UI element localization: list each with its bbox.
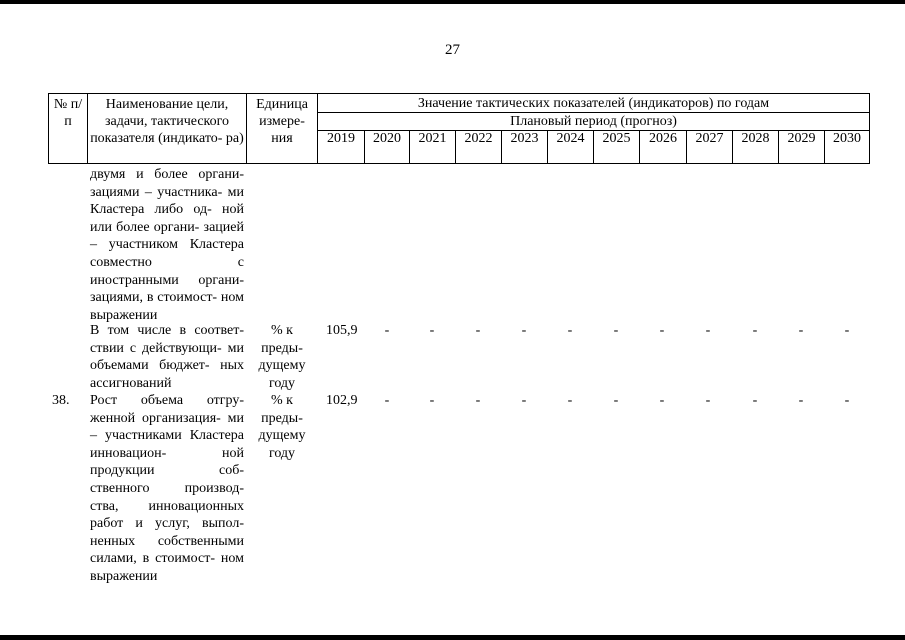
row-budget-value: - bbox=[521, 323, 527, 338]
row-38-unit: % к преды- дущему году bbox=[258, 393, 306, 461]
header-year: 2027 bbox=[695, 131, 724, 146]
row-38-value: - bbox=[567, 393, 573, 408]
header-year: 2019 bbox=[327, 131, 355, 146]
row-38-name: Рост объема отгру- женной организация- ми – участниками Кластера инновацион- ной продукции соб- ственного производ- ства, инновационных работ и услуг, выпол- ненных собственными силами, в стоимост- ном выражении bbox=[90, 393, 244, 584]
row-budget-value: - bbox=[567, 323, 573, 338]
header-year: 2020 bbox=[373, 131, 401, 146]
row-38-number: 38. bbox=[52, 393, 70, 408]
row-budget-value: - bbox=[659, 323, 665, 338]
header-year: 2029 bbox=[787, 131, 816, 146]
row-budget-value: - bbox=[613, 323, 619, 338]
row-continuation-name: двумя и более органи- зациями – участника- ми Кластера либо од- ной или более органи- зацией – участником Кластера совместно с иностранными органи- зациями, в стоимост- ном выражении bbox=[90, 167, 244, 323]
row-budget-unit: % к преды- дущему году bbox=[258, 323, 306, 391]
row-budget-value: - bbox=[429, 323, 435, 338]
row-38-value: - bbox=[429, 393, 435, 408]
top-border-rule bbox=[0, 0, 905, 4]
bottom-border-rule bbox=[0, 635, 905, 640]
row-budget-value: - bbox=[384, 323, 390, 338]
row-budget-name: В том числе в соответ- ствии с действующи- ми объемами бюджет- ных ассигнований bbox=[90, 323, 244, 391]
row-38-value: 102,9 bbox=[326, 393, 358, 408]
row-budget-value: - bbox=[752, 323, 758, 338]
row-38-value: - bbox=[521, 393, 527, 408]
header-planned-period: Плановый период (прогноз) bbox=[510, 114, 677, 129]
row-budget-value: - bbox=[475, 323, 481, 338]
row-38-value: - bbox=[659, 393, 665, 408]
header-values-title: Значение тактических показателей (индикаторов) по годам bbox=[417, 96, 770, 111]
row-budget-value: - bbox=[844, 323, 850, 338]
header-year: 2023 bbox=[510, 131, 539, 146]
row-38-value: - bbox=[475, 393, 481, 408]
header-year: 2021 bbox=[418, 131, 447, 146]
header-year: 2026 bbox=[649, 131, 677, 146]
header-year: 2024 bbox=[556, 131, 585, 146]
row-38-value: - bbox=[705, 393, 711, 408]
header-year: 2030 bbox=[833, 131, 861, 146]
row-38-value: - bbox=[613, 393, 619, 408]
header-unit: Единица измере- ния bbox=[256, 97, 308, 146]
header-year: 2022 bbox=[464, 131, 493, 146]
page-number: 27 bbox=[445, 42, 460, 58]
row-38-value: - bbox=[384, 393, 390, 408]
row-38-value: - bbox=[798, 393, 804, 408]
row-budget-value: - bbox=[705, 323, 711, 338]
header-year: 2025 bbox=[602, 131, 631, 146]
header-num: № п/п bbox=[53, 97, 83, 129]
header-year: 2028 bbox=[741, 131, 770, 146]
row-38-value: - bbox=[844, 393, 850, 408]
header-name: Наименование цели, задачи, тактического показателя (индикато- ра) bbox=[90, 97, 244, 146]
row-38-value: - bbox=[752, 393, 758, 408]
row-budget-value: 105,9 bbox=[326, 323, 358, 338]
row-budget-value: - bbox=[798, 323, 804, 338]
